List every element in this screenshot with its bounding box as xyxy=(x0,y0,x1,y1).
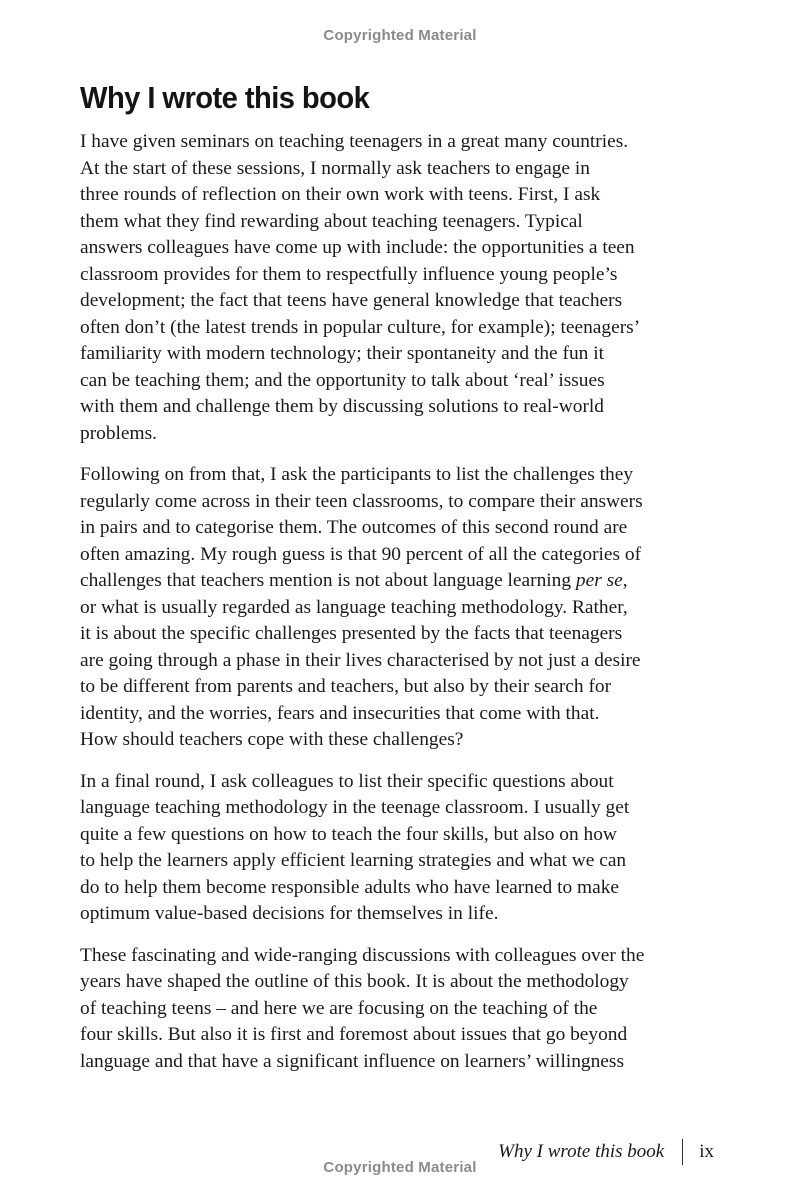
text-line: development; the fact that teens have general knowledge that teachers xyxy=(80,290,623,311)
text-line: In a final round, I ask colleagues to list their specific questions about xyxy=(80,770,614,792)
text-line: classroom provides for them to respectfully influence young people’s xyxy=(80,263,618,285)
text-line: four skills. But also it is first and foremost about issues that go beyond xyxy=(80,1024,628,1045)
text-line: How should teachers cope with these challenges? xyxy=(80,729,464,750)
text-segment: challenges that teachers mention is not about language learning xyxy=(80,570,572,591)
paragraph-1 xyxy=(80,129,720,447)
text-line: or what is usually regarded as language teaching methodology. Rather, xyxy=(80,596,628,618)
page-title: Why I wrote this book xyxy=(80,80,370,115)
text-line: answers colleagues have come up with include: the opportunities a teen xyxy=(80,237,635,258)
text-line: language teaching methodology in the teenage classroom. I usually get xyxy=(80,797,630,818)
paragraph-4 xyxy=(80,943,720,1076)
text-line: often amazing. My rough guess is that 90 percent of all the categories of xyxy=(80,543,642,565)
text-line: years have shaped the outline of this book. It is about the methodology xyxy=(80,971,629,992)
text-line: optimum value-based decisions for themselves in life. xyxy=(80,903,499,924)
text-line: familiarity with modern technology; their spontaneity and the fun it xyxy=(80,343,604,364)
text-line: of teaching teens – and here we are focusing on the teaching of the xyxy=(80,997,598,1019)
text-line: These fascinating and wide-ranging discussions with colleagues over the xyxy=(80,944,645,966)
running-title: Why I wrote this book xyxy=(498,1141,665,1162)
text-line: Following on from that, I ask the participants to list the challenges they xyxy=(80,464,634,485)
paragraph-3 xyxy=(80,769,720,928)
text-line: to help the learners apply efficient learning strategies and what we can xyxy=(80,850,627,871)
body-text xyxy=(80,129,720,1090)
copyright-watermark-top: Copyrighted Material xyxy=(323,27,477,44)
text-line: to be different from parents and teachers, but also by their search for xyxy=(80,676,612,697)
text-line: are going through a phase in their lives characterised by not just a desire xyxy=(80,649,641,671)
punctuation: , xyxy=(622,570,628,591)
text-line: regularly come across in their teen classrooms, to compare their answers xyxy=(80,490,643,512)
text-line: I have given seminars on teaching teenagers in a great many countries. xyxy=(80,131,629,152)
text-line: them what they find rewarding about teaching teenagers. Typical xyxy=(80,210,583,232)
paragraph-2 xyxy=(80,462,720,754)
italic-phrase: per se xyxy=(575,570,623,591)
text-line: with them and challenge them by discussing solutions to real-world xyxy=(80,396,604,417)
page-number: ix xyxy=(699,1141,714,1162)
text-line: At the start of these sessions, I normally ask teachers to engage in xyxy=(80,157,590,179)
copyright-watermark-bottom: Copyrighted Material xyxy=(323,1159,477,1176)
text-line: often don’t (the latest trends in popular culture, for example); teenagers’ xyxy=(80,316,641,338)
text-line: can be teaching them; and the opportunity to talk about ‘real’ issues xyxy=(80,369,605,391)
text-line: do to help them become responsible adults who have learned to make xyxy=(80,876,620,898)
text-line-with-italic xyxy=(80,568,720,595)
text-line: in pairs and to categorise them. The outcomes of this second round are xyxy=(80,517,628,538)
text-line: identity, and the worries, fears and insecurities that come with that. xyxy=(80,702,600,724)
text-line: quite a few questions on how to teach the four skills, but also on how xyxy=(80,823,617,845)
text-line: it is about the specific challenges presented by the facts that teenagers xyxy=(80,623,623,644)
text-line: three rounds of reflection on their own work with teens. First, I ask xyxy=(80,184,601,205)
text-line: language and that have a significant influence on learners’ willingness xyxy=(80,1050,624,1072)
text-line: problems. xyxy=(80,422,158,444)
